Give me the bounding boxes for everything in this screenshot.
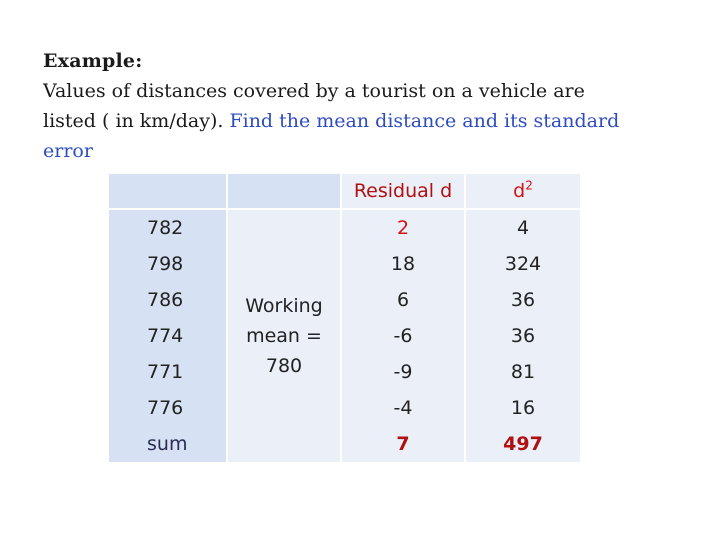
table-row	[109, 390, 580, 426]
header-cell-residual: Residual d	[341, 174, 465, 209]
statement-line-1: Values of distances covered by a tourist on a vehicle are	[43, 80, 585, 102]
table-row	[109, 209, 580, 246]
header-square-exponent: 2	[525, 178, 533, 193]
residual-cell: 2	[341, 209, 465, 246]
sum-row	[109, 426, 580, 462]
value-cell: 786	[109, 282, 227, 318]
square-cell: 36	[465, 318, 580, 354]
residual-table	[109, 174, 580, 462]
table-row	[109, 246, 580, 282]
value-cell: 774	[109, 318, 227, 354]
problem-statement	[43, 46, 683, 166]
question-text: Find the mean distance and its standard	[229, 110, 620, 132]
table-row	[109, 282, 580, 318]
value-cell: 771	[109, 354, 227, 390]
table-row	[109, 318, 580, 354]
value-cell: 782	[109, 209, 227, 246]
example-title: Example:	[43, 50, 143, 72]
working-mean-text: Working mean = 780	[245, 295, 323, 377]
sum-label: sum	[109, 426, 227, 462]
square-cell: 324	[465, 246, 580, 282]
header-cell-working	[227, 174, 341, 209]
residual-cell: 18	[341, 246, 465, 282]
square-cell: 36	[465, 282, 580, 318]
value-cell: 776	[109, 390, 227, 426]
sum-square: 497	[465, 426, 580, 462]
residual-cell: -9	[341, 354, 465, 390]
header-cell-values	[109, 174, 227, 209]
header-cell-square	[465, 174, 580, 209]
header-square-base: d	[513, 180, 526, 202]
statement-line-2-text: listed ( in km/day).	[43, 110, 230, 132]
statement-line-3: error	[43, 140, 93, 162]
sum-residual: 7	[341, 426, 465, 462]
value-cell: 798	[109, 246, 227, 282]
residual-cell: -4	[341, 390, 465, 426]
table-row	[109, 354, 580, 390]
working-mean-cell	[227, 209, 341, 462]
square-cell: 81	[465, 354, 580, 390]
residual-cell: 6	[341, 282, 465, 318]
square-cell: 4	[465, 209, 580, 246]
square-cell: 16	[465, 390, 580, 426]
residual-cell: -6	[341, 318, 465, 354]
statement-line-2	[43, 106, 683, 136]
table-header-row	[109, 174, 580, 209]
